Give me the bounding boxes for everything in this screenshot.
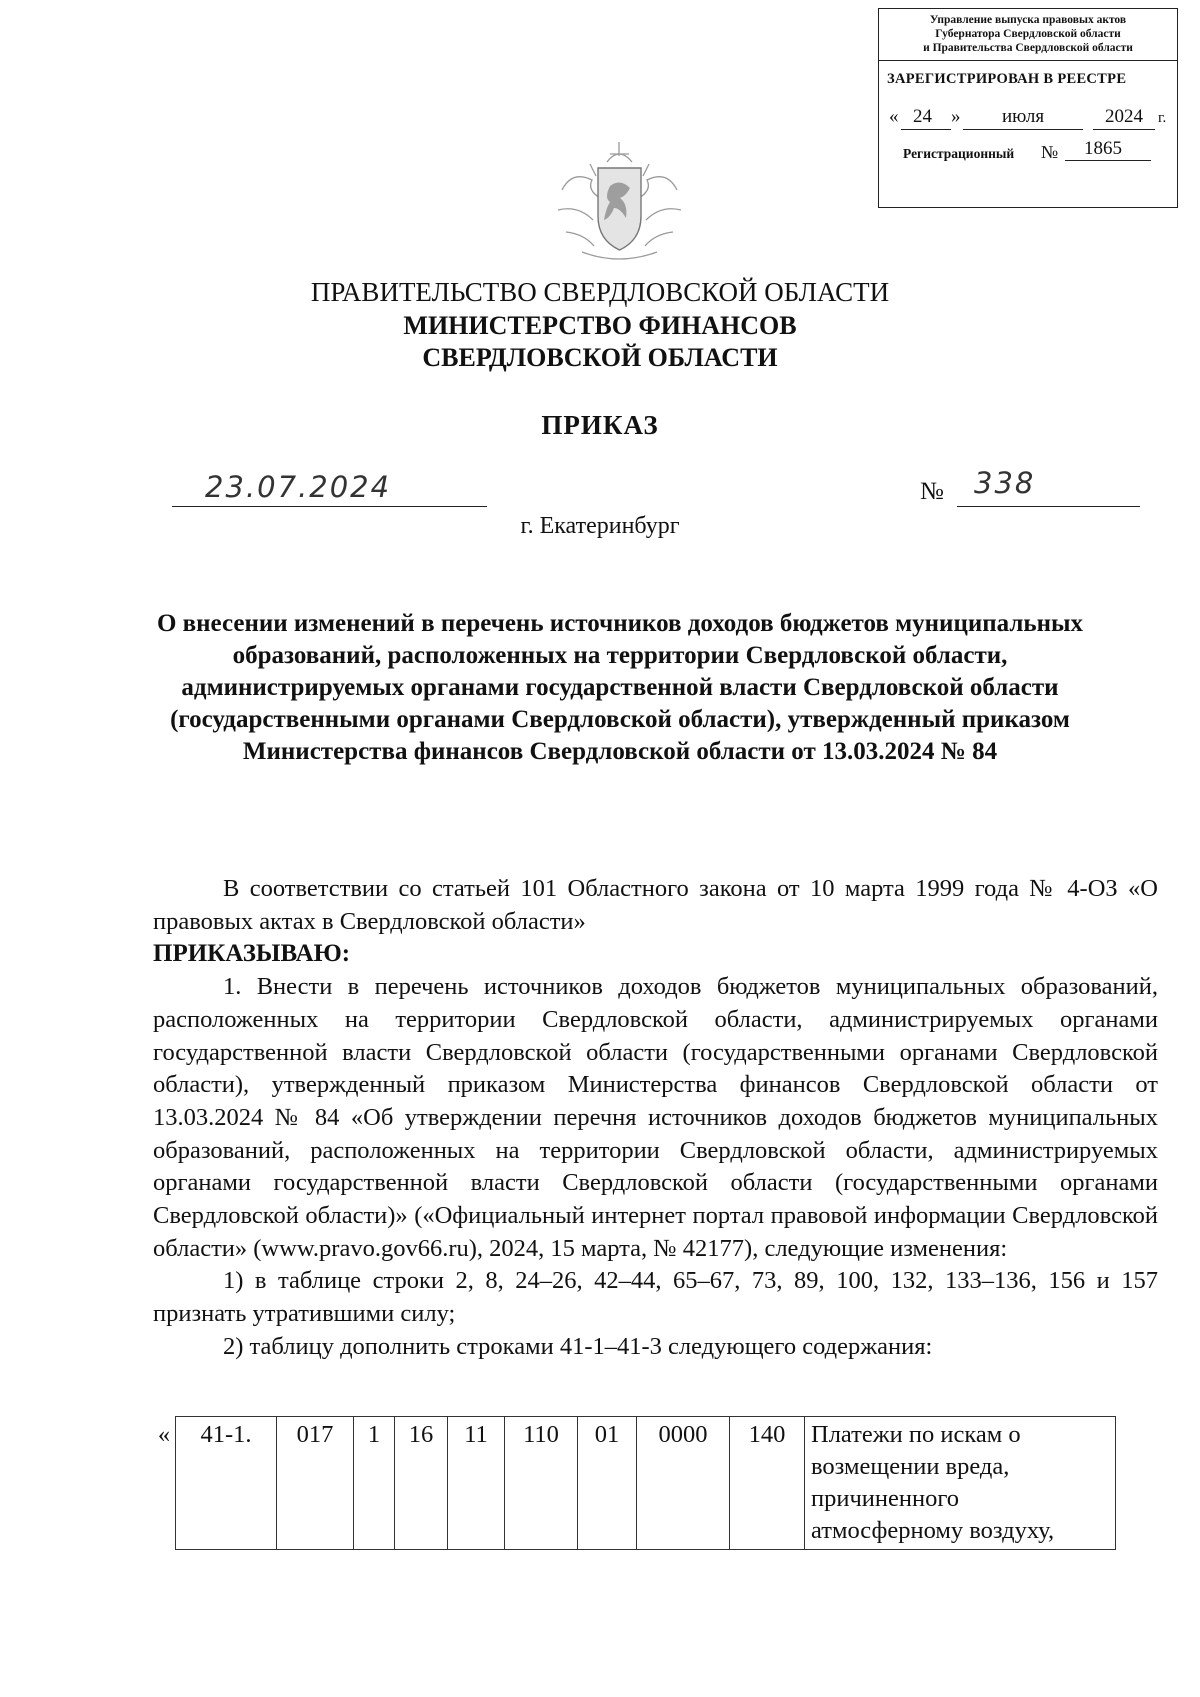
table-cell: 110 [505,1417,578,1550]
table-cell: 0000 [637,1417,730,1550]
table-description: Платежи по искам о возмещении вреда, причиненного атмосферному воздуху, [805,1417,1116,1550]
table-cell: 01 [578,1417,637,1550]
table-cell: 16 [395,1417,448,1550]
number-underline [957,506,1140,507]
table-cell: 1 [354,1417,395,1550]
table-cell: 41-1. [176,1417,277,1550]
stamp-year: 2024 [1105,106,1143,127]
added-rows-table [153,1416,1116,1550]
stamp-month-underline [963,129,1083,130]
table-row [153,1417,1116,1550]
stamp-no-sign: № [1041,142,1059,162]
registration-stamp [878,8,1178,208]
ministry-name [0,310,1200,374]
stamp-close-quote: » [951,106,961,127]
stamp-year-underline [1093,129,1155,130]
date-underline [172,506,487,507]
preamble-paragraph: В соответствии со статьей 101 Областного закона от 10 марта 1999 года № 4-ОЗ «О правовых актах в Свердловской области» [153,875,1158,935]
stamp-header-line: и Правительства Свердловской области [923,42,1133,54]
document-title: О внесении изменений в перечень источников доходов бюджетов муниципальных образований, расположенных на территории Свердловской области, администрируемых органами государственной власти Свердловской области (государственными органами Свердловской области), утвержденный приказом Министерства финансов Свердловской области от 13.03.2024 № 84 [156,610,1084,765]
ministry-name-line: СВЕРДЛОВСКОЙ ОБЛАСТИ [422,343,778,372]
government-name: ПРАВИТЕЛЬСТВО СВЕРДЛОВСКОЙ ОБЛАСТИ [310,277,890,307]
order-word: ПРИКАЗЫВАЮ: [153,940,351,968]
stamp-day: 24 [913,106,932,127]
city: г. Екатеринбург [520,513,680,539]
table-open-quote: « [157,1420,171,1448]
subitem-2-paragraph: 2) таблицу дополнить строками 41-1–41-3 следующего содержания: [223,1332,933,1360]
stamp-open-quote: « [889,106,899,127]
coat-of-arms-emblem [552,140,687,265]
table-cell: 017 [277,1417,354,1550]
handwritten-date: 23.07.2024 [205,470,392,504]
stamp-header [879,9,1177,61]
document-type: ПРИКАЗ [541,410,659,440]
number-sign: № [920,478,944,505]
stamp-year-suffix: г. [1158,110,1167,126]
handwritten-number: 338 [974,466,1036,500]
stamp-date [879,98,1177,132]
table-cell: 140 [730,1417,805,1550]
stamp-registered-label: ЗАРЕГИСТРИРОВАН В РЕЕСТРЕ [887,71,1127,87]
stamp-header-line: Управление выпуска правовых актов [929,14,1127,26]
item-1-paragraph: 1. Внести в перечень источников доходов бюджетов муниципальных образований, расположенных на территории Свердловской области, администрируемых органами государственной власти Свердловской области (государственными органами Свердловской области), утвержденный приказом Министерства финансов Свердловской области от 13.03.2024 № 84 «Об утверждении перечня источников доходов бюджетов муниципальных образований, расположенных на территории Свердловской области, администрируемых органами государственной власти Свердловской области (государственными органами Свердловской области)» («Официальный интернет портал правовой информации Свердловской области» (www.pravo.gov66.ru), 2024, 15 марта, № 42177), следующие изменения: [153,973,1158,1262]
stamp-reg-number [879,132,1177,172]
table-cell: 11 [448,1417,505,1550]
subitem-1-paragraph: 1) в таблице строки 2, 8, 24–26, 42–44, 65–67, 73, 89, 100, 132, 133–136, 156 и 157 признать утратившими силу; [153,1267,1158,1328]
stamp-month: июля [1002,106,1045,127]
stamp-day-underline [901,129,951,130]
stamp-header-line: Губернатора Свердловской области [935,28,1121,40]
document-body [153,873,1158,1364]
stamp-number-underline [1065,160,1151,161]
stamp-reg-label: Регистрационный [903,146,1015,161]
ministry-name-line: МИНИСТЕРСТВО ФИНАНСОВ [403,311,797,340]
stamp-number: 1865 [1084,138,1122,159]
